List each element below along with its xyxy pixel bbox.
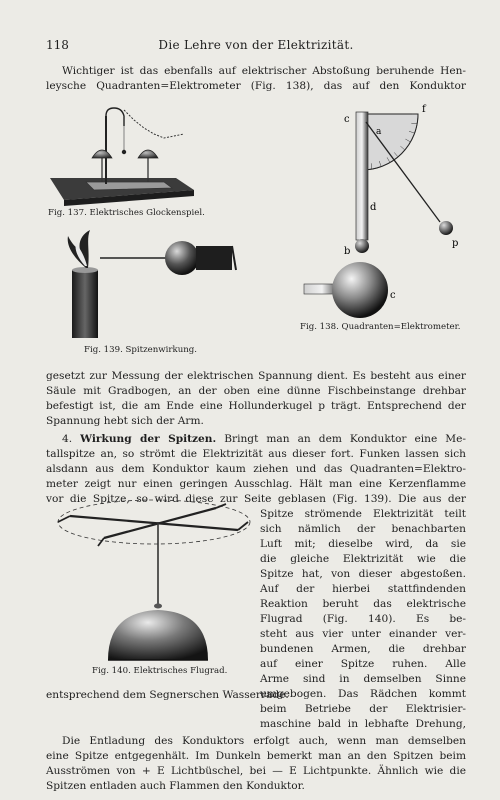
text-line: Arme sind in demselben Sinne [260,673,466,685]
text-line: befestigt ist, die am Ende eine Hollunderkugel p trägt. Entsprechend der [46,400,466,412]
running-header [46,38,466,54]
fig138-electrometer-illustration [300,104,480,322]
text-line: alsdann aus dem Konduktor kaum ziehen und das Quadranten=Elektro- [46,463,466,475]
text-line: Die Entladung des Konduktors erfolgt auch, wenn man demselben [62,735,466,747]
text-line: beim Betriebe der Elektrisier- [260,703,466,715]
label-c-top: c [344,114,350,125]
text-line: Ausströmen von + E Lichtbüschel, bei — E Lichtpunkte. Ähnlich wie die [46,765,466,777]
text-line: Flugrad (Fig. 140). Es be- [260,613,466,625]
label-c-bottom: c [390,290,396,301]
text-line: bundenen Armen, die drehbar [260,643,466,655]
text-line: leysche Quadranten=Elektrometer (Fig. 138), das auf den Konduktor [46,80,466,92]
fig138-caption: Fig. 138. Quadranten=Elektrometer. [300,322,461,332]
text-line: Spitze hat, von dieser abgestoßen. [260,568,466,580]
label-b: b [344,246,351,257]
label-f: f [422,104,426,115]
page-number: 118 [46,38,69,52]
text-line: maschine bald in lebhafte Drehung, [260,718,466,730]
text-line: Wichtiger ist das ebenfalls auf elektrischer Abstoßung beruhende Hen- [62,65,466,77]
fig140-electric-whirl-illustration [48,500,252,664]
fig139-point-effect-illustration [56,228,240,340]
fig137-caption: Fig. 137. Elektrisches Glockenspiel. [48,208,205,218]
section-heading: Wirkung der Spitzen. [80,433,217,445]
text-line: meter zeigt nur einen geringen Ausschlag. Hält man eine Kerzenflamme [46,478,466,490]
section-first-line-text: Bringt man an dem Konduktor eine Me- [224,433,466,445]
text-line: umgebogen. Das Rädchen kommt [260,688,466,700]
section-4-first-line [46,432,466,446]
text-line: die gleiche Elektrizität wie die [260,553,466,565]
text-line: Luft mit; dieselbe wird, da sie [260,538,466,550]
text-line: Spannung hebt sich der Arm. [46,415,204,427]
text-line: Reaktion beruht das elektrische [260,598,466,610]
label-p: p [452,238,459,249]
text-line: Spitze strömende Elektrizität teilt [260,508,466,520]
text-line: vor die Spitze, so wird diese zur Seite geblasen (Fig. 139). Die aus der [46,493,466,505]
text-line: Auf der hierbei stattfindenden [260,583,466,595]
text-line: Säule mit Gradbogen, an der oben eine dünne Fischbeinstange drehbar [46,385,466,397]
text-line: entsprechend dem Segnerschen Wasserrade. [46,689,289,701]
label-a: a [376,127,382,137]
label-d: d [370,202,377,213]
text-line: sich nämlich der benachbarten [260,523,466,535]
running-title: Die Lehre von der Elektrizität. [158,38,354,52]
text-line: steht aus vier unter einander ver- [260,628,466,640]
fig137-bell-chime-illustration [44,106,208,210]
section-number: 4. [62,433,73,445]
text-line: Spitzen entladen auch Flammen den Konduktor. [46,780,305,792]
text-line: auf einer Spitze ruhen. Alle [260,658,466,670]
fig139-caption: Fig. 139. Spitzenwirkung. [84,345,198,355]
fig140-caption: Fig. 140. Elektrisches Flugrad. [92,666,228,676]
text-line: gesetzt zur Messung der elektrischen Spannung dient. Es besteht aus einer [46,370,466,382]
text-line: tallspitze an, so strömt die Elektrizität aus dieser fort. Funken lassen sich [46,448,466,460]
text-line: eine Spitze entgegenhält. Im Dunkeln bemerkt man an den Spitzen beim [46,750,466,762]
